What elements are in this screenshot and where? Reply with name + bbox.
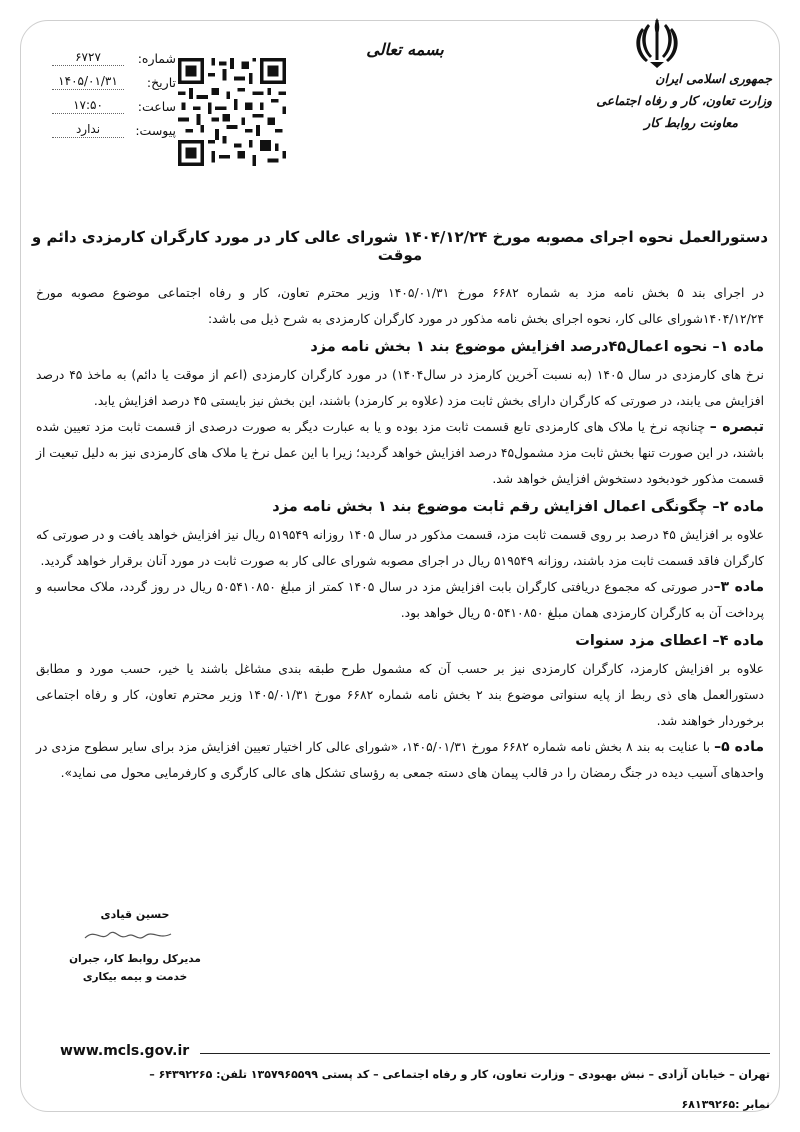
ministry-line-1: جمهوری اسلامی ایران xyxy=(655,71,772,86)
article-4-text: علاوه بر افزایش کارمزد، کارگران کارمزدی نیز بر حسب آن که مشمول طرح طبقه بندی مشاغل باشند یا خیر، حسب مورد و مطابق دستورالعمل های ذی ربط از پایه سنواتی موضوع بند ۲ بخش نامه شماره ۶۶۸۲ مورخ ۱۴۰۵/۰۱/۳۱ وزیر محترم تعاون، کار و رفاه اجتماعی برخوردار خواهند شد. xyxy=(36,662,765,728)
iran-emblem-icon xyxy=(630,14,684,70)
article-5-paragraph xyxy=(36,734,764,786)
meta-time-row xyxy=(48,90,176,114)
note-paragraph xyxy=(36,414,764,492)
meta-attachment-row xyxy=(48,114,176,138)
meta-date-row xyxy=(48,66,176,90)
signer-name: حسین قیادی xyxy=(100,908,170,921)
meta-attachment-label: پیوست: xyxy=(135,123,176,138)
meta-time-value: ۱۷:۵۰ xyxy=(52,98,124,114)
meta-number-label: شماره: xyxy=(137,51,176,66)
website-link[interactable]: www.mcls.gov.ir xyxy=(60,1043,190,1059)
intro-paragraph: در اجرای بند ۵ بخش نامه مزد به شماره ۶۶۸۲ مورخ ۱۴۰۵/۰۱/۳۱ وزیر محترم تعاون، کار و رفاه اجتماعی موضوع مصوبه مورخ ۱۴۰۴/۱۲/۲۴شورای عالی کار، نحوه اجرای بخش نامه مذکور در مورد کارگران کارمزدی به شرح ذیل می باشد: xyxy=(36,286,765,326)
meta-number-value: ۶۷۲۷ xyxy=(52,50,124,66)
bismillah: بسمه تعالی xyxy=(366,40,444,59)
article-1-heading: ماده ۱– نحوه اعمال۴۵درصد افزایش موضوع بند ۱ بخش نامه مزد xyxy=(310,339,764,355)
document-title: دستورالعمل نحوه اجرای مصوبه مورخ ۱۴۰۴/۱۲/۲۴ شورای عالی کار در مورد کارگران کارمزدی دائم و موقت xyxy=(31,228,769,264)
ministry-line-3: معاونت روابط کار xyxy=(644,115,738,130)
note-text: چنانچه نرخ یا ملاک های کارمزدی تابع قسمت ثابت مزد بوده و یا به عبارت دیگر به صورت درصدی از قسمت ثابت مزد تعیین شده باشند، در این صورت تنها بخش ثابت مزد مشمول۴۵ درصد افزایش خواهد گردید؛ زیرا با این عمل نرخ یا ملاک های کارمزدی نیز به دلیل تبعیت از قسمت مذکور خودبخود دستخوش افزایش خواهد شد. xyxy=(36,420,764,486)
meta-date-value: ۱۴۰۵/۰۱/۳۱ xyxy=(52,74,124,90)
signature-block xyxy=(56,906,214,986)
meta-number-row xyxy=(48,42,176,66)
footer-divider xyxy=(200,1053,770,1054)
article-1-text: نرخ های کارمزدی در سال ۱۴۰۵ (به نسبت آخرین کارمزد در سال۱۴۰۴) در مورد کارگران کارمزدی (اعم از موقت یا دائم) به ماخذ ۴۵ درصد افزایش می یابند، در صورتی که کارگران دارای بخش ثابت مزد (علاوه بر کارمزد) باشند، این بخش نیز بایستی ۴۵ درصد افزایش یابد. xyxy=(36,368,764,408)
article-5-text: با عنایت به بند ۸ بخش نامه شماره ۶۶۸۲ مورخ ۱۴۰۵/۰۱/۳۱، «شورای عالی کار اختیار تعیین افزایش مزد برای سایر سطوح مزدی در واحدهای آسیب دیده در جنگ رمضان را در قالب پیمان های دسته جمعی به رؤسای تشکل های عالی کارگری و کارفرمایی محول می نماید». xyxy=(36,740,764,780)
article-4-heading: ماده ۴– اعطای مزد سنوات xyxy=(575,633,764,649)
meta-time-label: ساعت: xyxy=(137,99,176,114)
meta-date-label: تاریخ: xyxy=(146,75,176,90)
ministry-line-2: وزارت تعاون، کار و رفاه اجتماعی xyxy=(596,93,772,108)
article-2-heading: ماده ۲– چگونگی اعمال افزایش رقم ثابت موضوع بند ۱ بخش نامه مزد xyxy=(272,499,764,515)
ministry-header xyxy=(562,68,772,134)
article-3-text: در صورتی که مجموع دریافتی کارگران بابت افزایش مزد در سال ۱۴۰۵ کمتر از مبلغ ۵۰۵۴۱۰۸۵۰ ریال در روز گردد، ملاک محاسبه و پرداخت آن به کارگران کارمزدی همان مبلغ ۵۰۵۴۱۰۸۵۰ ریال خواهد بود. xyxy=(36,580,764,620)
document-body xyxy=(36,280,764,786)
article-3-paragraph xyxy=(36,574,764,626)
article-3-label: ماده ۳– xyxy=(713,579,764,595)
qr-code-icon[interactable] xyxy=(178,58,286,166)
article-2-text: علاوه بر افزایش ۴۵ درصد بر روی قسمت ثابت مزد، قسمت مذکور در سال ۱۴۰۵ روزانه ۵۱۹۵۴۹ ریال نیز افزایش خواهد یافت و در صورتی که کارگران فاقد قسمت ثابت مزد باشند، روزانه ۵۱۹۵۴۹ ریال در اجرای مصوبه شورای عالی کار به صورت ثابت در مورد آنان برقرار خواهد گردید. xyxy=(36,528,764,568)
note-label: تبصره – xyxy=(709,419,764,435)
meta-attachment-value: ندارد xyxy=(52,122,124,138)
signer-position: مدیرکل روابط کار، جبران خدمت و بیمه بیکاری xyxy=(69,953,201,983)
article-5-label: ماده ۵– xyxy=(714,739,765,755)
letter-meta xyxy=(48,42,176,138)
footer-address: تهران – خیابان آزادی – نبش بهبودی – وزارت تعاون، کار و رفاه اجتماعی – کد پستی ۱۳۵۷۹۶۵۵۹۹ تلفن: ۶۴۳۹۲۲۶۵ – xyxy=(149,1068,770,1081)
footer-fax: نمابر :۶۸۱۳۹۲۶۵ xyxy=(681,1098,770,1111)
handwritten-signature-icon xyxy=(75,924,195,946)
